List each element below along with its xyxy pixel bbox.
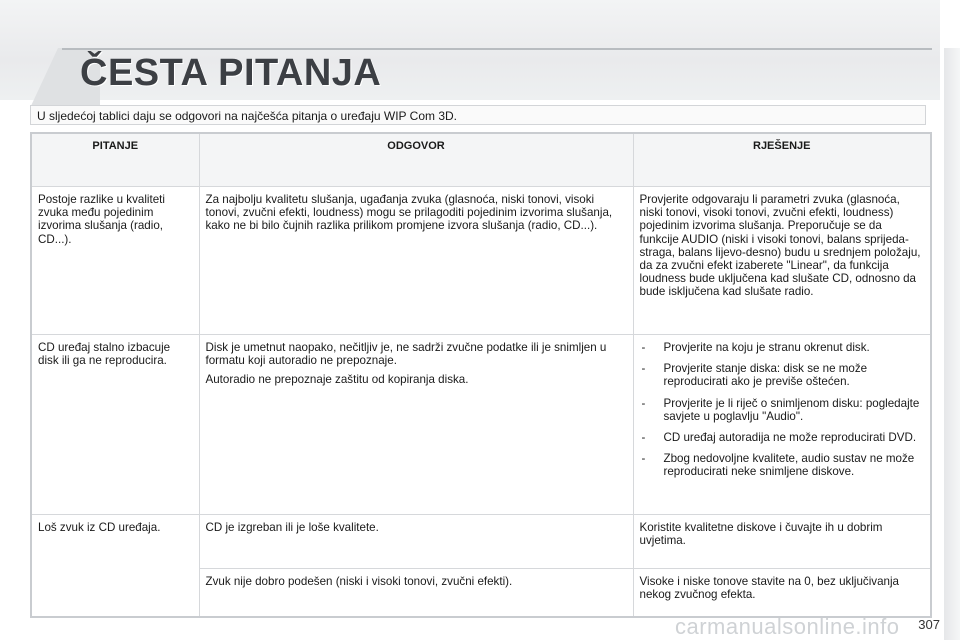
watermark: carmanualsonline.info <box>675 614 900 639</box>
header-rule <box>62 48 932 50</box>
list-item: - Provjerite stanje diska: disk se ne može reproducirati ako je previše oštećen. <box>640 362 925 388</box>
solution-cell: Provjerite odgovaraju li parametri zvuka (glasnoća, niski tonovi, visoki tonovi, zvučni efekti, loudness) pojedinim izvorima slušanja. Preporučuje se da funkcije AUDIO (niski i visoki tonovi, balans sprijeda-straga, balans lijevo-desno) budu u srednjem položaju, da za zvučni efekt izaberete "Linear", da funkcija loudness bude uključena kad slušate CD, odnosno da bude isključena kad slušate radio. <box>633 187 931 335</box>
answer-cell: Za najbolju kvalitetu slušanja, ugađanja zvuka (glasnoća, niski tonovi, visoki tonovi, zvučni efekti, loudness) mogu se prilagoditi pojedinim izvorima slušanja, kako ne bi bilo čujnih razlika prilikom promjene izvora slušanja (radio, CD...). <box>199 187 633 335</box>
list-item: - CD uređaj autoradija ne može reproducirati DVD. <box>640 431 925 444</box>
faq-table <box>30 132 932 618</box>
question-cell: Loš zvuk iz CD uređaja. <box>31 515 199 569</box>
page-number: 307 <box>918 617 940 632</box>
question-cell-empty <box>31 569 199 617</box>
page-title: ČESTA PITANJA <box>80 52 382 94</box>
solution-cell: Koristite kvalitetne diskove i čuvajte ih u dobrim uvjetima. <box>633 515 931 569</box>
column-header-answer: ODGOVOR <box>199 133 633 187</box>
table-row <box>31 569 931 617</box>
list-item: - Provjerite na koju je stranu okrenut disk. <box>640 341 925 354</box>
answer-paragraph: Disk je umetnut naopako, nečitljiv je, ne sadrži zvučne podatke ili je snimljen u formatu koji autoradio ne prepoznaje. <box>205 341 607 368</box>
table-header-row <box>31 133 931 187</box>
question-cell: CD uređaj stalno izbacuje disk ili ga ne reproducira. <box>31 335 199 515</box>
column-header-question: PITANJE <box>31 133 199 187</box>
answer-cell: CD je izgreban ili je loše kvalitete. <box>199 515 633 569</box>
list-item: - Provjerite je li riječ o snimljenom disku: pogledajte savjete u poglavlju "Audio". <box>640 397 925 423</box>
table-row <box>31 187 931 335</box>
solution-list <box>640 341 925 479</box>
answer-paragraph: Autoradio ne prepoznaje zaštitu od kopiranja diska. <box>205 373 469 387</box>
table-row <box>31 335 931 515</box>
table-row <box>31 515 931 569</box>
question-cell: Postoje razlike u kvaliteti zvuka među pojedinim izvorima slušanja (radio, CD...). <box>31 187 199 335</box>
right-margin-strip <box>944 48 960 640</box>
column-header-solution: RJEŠENJE <box>633 133 931 187</box>
solution-cell <box>633 335 931 515</box>
intro-text: U sljedećoj tablici daju se odgovori na najčešća pitanja o uređaju WIP Com 3D. <box>30 105 926 125</box>
list-item: - Zbog nedovoljne kvalitete, audio sustav ne može reproducirati neke snimljene diskove. <box>640 452 925 478</box>
solution-cell: Visoke i niske tonove stavite na 0, bez uključivanja nekog zvučnog efekta. <box>633 569 931 617</box>
answer-cell: Zvuk nije dobro podešen (niski i visoki tonovi, zvučni efekti). <box>199 569 633 617</box>
answer-cell <box>199 335 633 515</box>
